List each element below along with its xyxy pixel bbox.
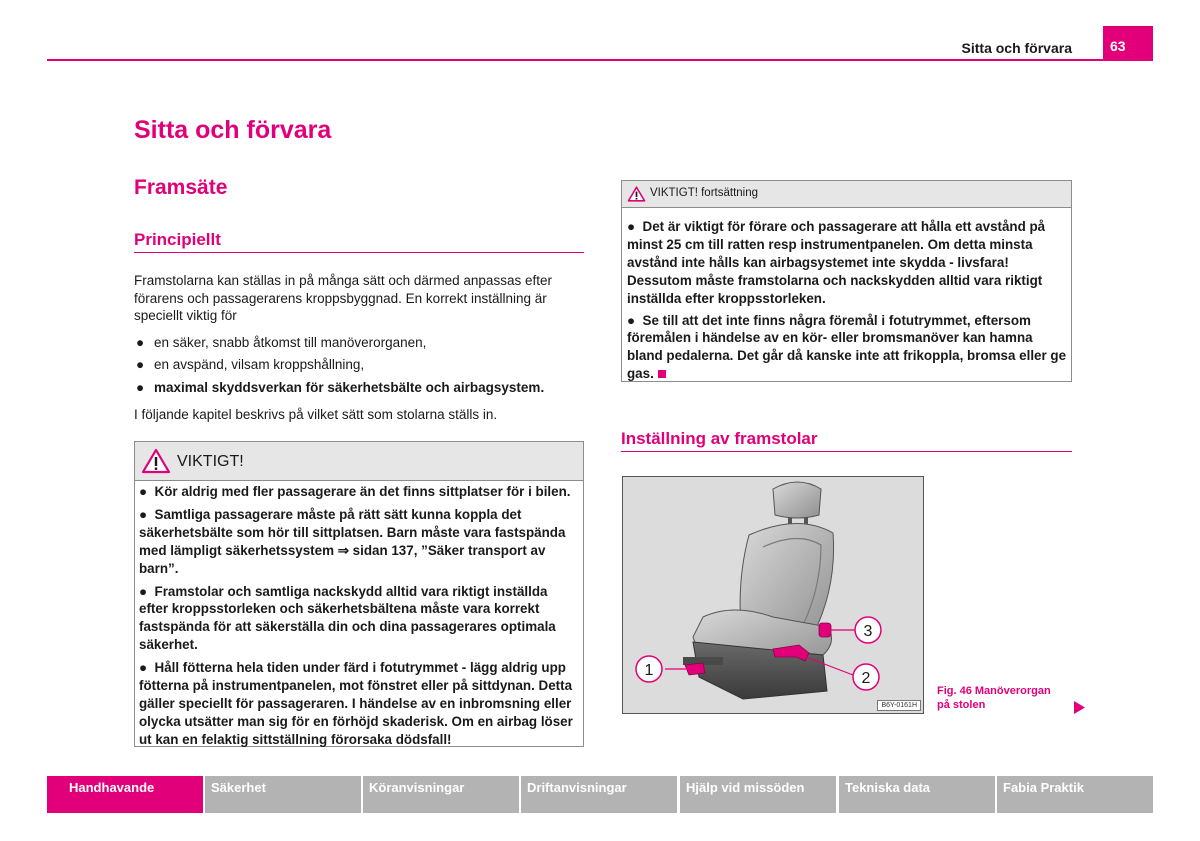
bullet-dot: ● bbox=[136, 335, 145, 350]
warning-item-text: Se till att det inte finns några föremål i fotutrymmet, eftersom föremålen i händelse av en kör- eller bromsmanöver kan hamna bland pedalerna. Det går då kanske inte att frikoppla, bromsa eller ge gas. bbox=[627, 312, 1067, 382]
intro-paragraph: Framstolarna kan ställas in på många sätt och därmed anpassas efter förarens och passagerarens kroppsbyggnad. En korrekt inställning är speciellt viktig för bbox=[134, 273, 552, 323]
warning-header bbox=[135, 442, 583, 481]
warning-item bbox=[139, 506, 579, 578]
bullet-text: en säker, snabb åtkomst till manöverorganen, bbox=[154, 335, 427, 350]
footer-tab-handhavande[interactable]: Handhavande bbox=[47, 776, 203, 813]
figure-caption bbox=[937, 684, 1051, 712]
figure-caption-line-1: Fig. 46 Manöverorgan bbox=[937, 685, 1051, 697]
bullet-dot: ● bbox=[627, 219, 643, 234]
car-seat-illustration bbox=[623, 477, 923, 713]
running-header-title: Sitta och förvara bbox=[961, 40, 1072, 56]
warning-heading: VIKTIGT! bbox=[177, 453, 244, 470]
bullet-item bbox=[134, 334, 584, 352]
header-rule bbox=[47, 59, 1153, 61]
seat-figure bbox=[622, 476, 924, 714]
footer-tab-tekniska-data[interactable]: Tekniska data bbox=[839, 776, 995, 813]
next-page-arrow-icon[interactable] bbox=[1074, 701, 1085, 714]
bullet-dot: ● bbox=[139, 506, 155, 522]
page-number: 63 bbox=[1103, 26, 1153, 61]
bullet-text: en avspänd, vilsam kroppshållning, bbox=[154, 357, 365, 372]
warning-item bbox=[139, 659, 579, 749]
warning-item-text: Håll fötterna hela tiden under färd i fotutrymmet - lägg aldrig upp fötterna på instrumentpanelen, mot fönstret eller på sittdynan. Detta gäller speciellt för passageraren. I händelse av en inbromsning eller olycka utsätter man sig för en förhöjd skaderisk. Om en airbag löser ut kan en felaktig sittställning förorsaka dödsfall! bbox=[139, 660, 573, 747]
footer-tab-koranvisningar[interactable]: Köranvisningar bbox=[363, 776, 519, 813]
section-heading-principiellt: Principiellt bbox=[134, 230, 221, 249]
bullet-dot: ● bbox=[136, 380, 145, 395]
bullet-item bbox=[134, 356, 584, 374]
warning-continuation-header bbox=[622, 181, 1071, 208]
bullet-dot: ● bbox=[139, 484, 155, 499]
warning-item-text: Det är viktigt för förare och passagerare att hålla ett avstånd på minst 25 cm till ratten resp instrumentpanelen. Om detta minsta avstånd inte hålls kan airbagsystemet inte skydda - livsfara! Dessutom måste framstolarna och nackskydden alltid vara riktigt inställda efter kroppsstorleken. bbox=[627, 219, 1046, 306]
section-rule bbox=[621, 451, 1072, 452]
footer-tab-fabia-praktik[interactable]: Fabia Praktik bbox=[997, 776, 1153, 813]
page-title: Sitta och förvara bbox=[134, 116, 332, 144]
footer-tab-driftanvisningar[interactable]: Driftanvisningar bbox=[521, 776, 677, 813]
warning-continuation-box bbox=[621, 180, 1072, 382]
warning-item bbox=[627, 218, 1067, 308]
warning-item-text: Samtliga passagerare måste på rätt sätt kunna koppla det säkerhetsbälte som hör till sittplatsen. Barn måste vara fastspända med lämpligt säkerhetssystem ⇒ sidan 137, ”Säker transport av barn”. bbox=[139, 506, 566, 576]
warning-item bbox=[139, 483, 579, 501]
callout-3-label: 3 bbox=[863, 623, 873, 640]
warning-item-text: Framstolar och samtliga nackskydd alltid vara riktigt inställda efter kroppsstorleken och säkerhetsbältena måste vara korrekt fastspända för att säkerställa din och dina passagerares optimala säkerhet. bbox=[139, 583, 556, 653]
bullet-dot: ● bbox=[139, 583, 155, 599]
bullet-dot: ● bbox=[139, 660, 155, 676]
footer-tab-sakerhet[interactable]: Säkerhet bbox=[205, 776, 361, 813]
warning-items bbox=[139, 483, 579, 749]
warning-triangle-icon bbox=[627, 186, 646, 202]
section-heading-installning: Inställning av framstolar bbox=[621, 429, 818, 448]
after-bullets-text: I följande kapitel beskrivs på vilket sätt som stolarna ställs in. bbox=[134, 407, 498, 422]
callout-1-label: 1 bbox=[644, 662, 654, 679]
bullet-item bbox=[134, 379, 594, 397]
warning-box bbox=[134, 441, 584, 747]
bullet-text: maximal skyddsverkan för säkerhetsbälte och airbagsystem. bbox=[154, 380, 545, 395]
end-marker-icon bbox=[658, 370, 666, 378]
warning-continuation-items bbox=[627, 218, 1067, 383]
bullet-dot: ● bbox=[627, 312, 643, 328]
figure-caption-line-2: på stolen bbox=[937, 699, 986, 711]
warning-continuation-heading: VIKTIGT! fortsättning bbox=[650, 187, 759, 199]
figure-code: B6Y-0161H bbox=[877, 700, 921, 711]
warning-triangle-icon bbox=[141, 448, 171, 474]
warning-item-text: Kör aldrig med fler passagerare än det finns sittplatser för i bilen. bbox=[154, 484, 571, 499]
warning-item bbox=[627, 312, 1067, 384]
footer-tab-hjalp[interactable]: Hjälp vid missöden bbox=[680, 776, 836, 813]
warning-item bbox=[139, 583, 579, 655]
chapter-subtitle: Framsäte bbox=[134, 176, 228, 199]
callout-2-label: 2 bbox=[861, 670, 871, 687]
bullet-dot: ● bbox=[136, 357, 145, 372]
section-rule bbox=[134, 252, 584, 253]
